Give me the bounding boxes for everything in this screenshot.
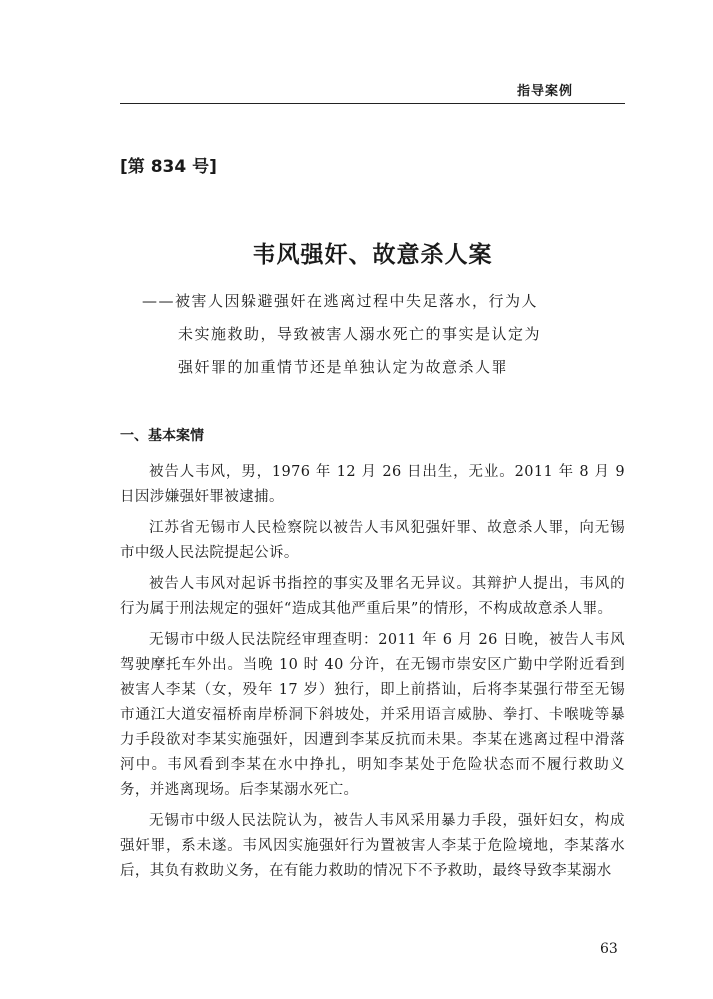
subtitle-line: ——被害人因躲避强奸在逃离过程中失足落水，行为人 xyxy=(142,292,539,310)
page-number: 63 xyxy=(600,941,618,957)
case-number: [第 834 号] xyxy=(120,157,217,177)
subtitle-line: 强奸罪的加重情节还是单独认定为故意杀人罪 xyxy=(178,358,509,376)
paragraph-defense: 被告人韦风对起诉书指控的事实及罪名无异议。其辩护人提出，韦风的行为属于刑法规定的强奸“造成其他严重后果”的情形，不构成故意杀人罪。 xyxy=(120,576,625,617)
body-text xyxy=(120,460,625,890)
paragraph-prosecution: 江苏省无锡市人民检察院以被告人韦风犯强奸罪、故意杀人罪，向无锡市中级人民法院提起公诉。 xyxy=(120,520,625,561)
paragraph-defendant-info: 被告人韦风，男，1976 年 12 月 26 日出生，无业。2011 年 8 月 9 日因涉嫌强奸罪被逮捕。 xyxy=(120,464,625,505)
header-rule xyxy=(120,103,625,104)
subtitle-line: 未实施救助，导致被害人溺水死亡的事实是认定为 xyxy=(178,325,542,343)
paragraph-court-opinion: 无锡市中级人民法院认为，被告人韦风采用暴力手段，强奸妇女，构成强奸罪，系未遂。韦风因实施强奸行为置被害人李某于危险境地，李某落水后，其负有救助义务，在有能力救助的情况下不予救助，最终导致李某溺水 xyxy=(120,813,625,879)
paragraph-facts: 无锡市中级人民法院经审理查明：2011 年 6 月 26 日晚，被告人韦风驾驶摩托车外出。当晚 10 时 40 分许，在无锡市崇安区广勤中学附近看到被害人李某（女，殁年 17 岁）独行，即上前搭讪，后将李某强行带至无锡市通江大道安福桥南岸桥洞下斜坡处，并采用语言威胁、拳打、卡喉咙等暴力手段欲对李某实施强奸，因遭到李某反抗而未果。李某在逃离过程中滑落河中。韦风看到李某在水中挣扎，明知李某处于危险状态而不履行救助义务，并逃离现场。后李某溺水死亡。 xyxy=(120,632,625,798)
case-subtitle xyxy=(120,285,625,384)
case-title: 韦风强奸、故意杀人案 xyxy=(252,241,493,268)
running-head: 指导案例 xyxy=(517,84,574,99)
section-heading: 一、基本案情 xyxy=(120,428,204,444)
